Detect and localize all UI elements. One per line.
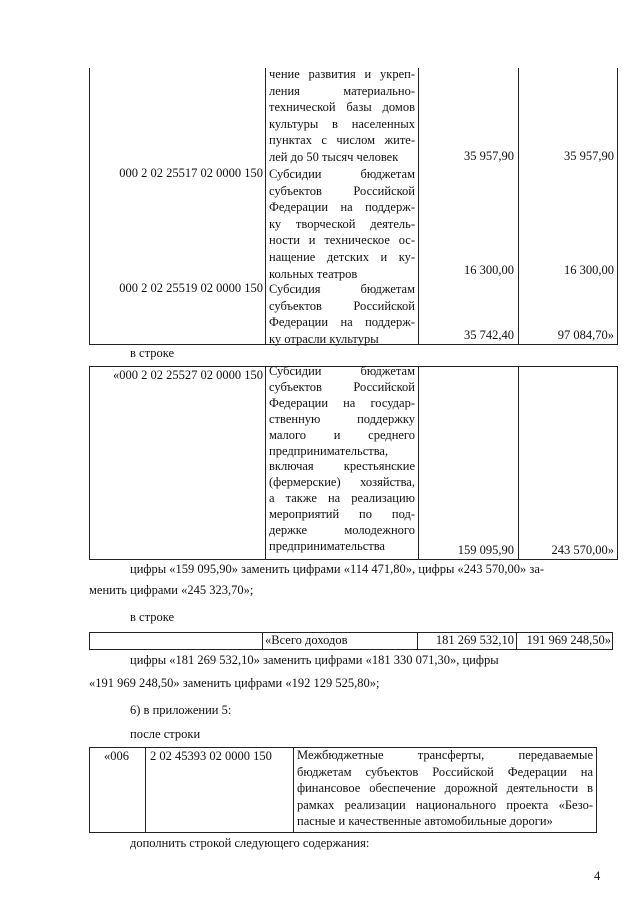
table-border xyxy=(516,632,517,650)
table-cell-value: 35 742,40 xyxy=(464,328,514,342)
table-border xyxy=(89,632,90,650)
description-line: (фермерские) хозяйства, xyxy=(269,475,415,490)
table-cell-value: 16 300,00 xyxy=(464,263,514,277)
description-line: мероприятий по под- xyxy=(269,507,415,522)
description-line: Субсидии бюджетам xyxy=(269,364,415,378)
description-line: Федерации на поддерж- xyxy=(269,200,415,215)
paragraph: цифры «159 095,90» заменить цифрами «114 471,80», цифры «243 570,00» за- xyxy=(130,562,545,576)
table-border xyxy=(145,747,146,833)
table-border xyxy=(89,649,613,650)
description-line: ления материально- xyxy=(269,83,415,98)
table-border xyxy=(262,632,263,650)
description-line: пунктах с числом жите- xyxy=(269,133,415,148)
description-line: а также на реализацию xyxy=(269,491,415,506)
table-row-description xyxy=(269,166,415,282)
table-border xyxy=(617,366,618,560)
table-border xyxy=(89,832,597,833)
description-line: Федерации на поддерж- xyxy=(269,315,415,330)
table-border xyxy=(518,68,519,345)
description-line: субъектов Российской xyxy=(269,183,415,198)
table-cell-code: 000 2 02 25519 02 0000 150 xyxy=(119,281,263,295)
description-line: бюджетам субъектов Российской Федерации на xyxy=(297,764,593,779)
table-border xyxy=(89,68,90,345)
description-line: предпринимательства xyxy=(269,538,385,553)
paragraph: после строки xyxy=(130,727,201,741)
description-line: культуры в населенных xyxy=(269,116,415,131)
table-cell-value: 35 957,90 xyxy=(464,149,514,163)
description-line: рамках реализации национального проекта «Безо- xyxy=(297,797,593,812)
table-border xyxy=(265,366,266,560)
description-line: чение развития и укреп- xyxy=(269,67,415,81)
table-border xyxy=(89,747,90,833)
description-line: пасные и качественные автомобильные дороги» xyxy=(297,814,553,829)
table-row-description xyxy=(269,364,415,555)
table-border xyxy=(417,632,418,650)
table-cell-code: 000 2 02 25517 02 0000 150 xyxy=(119,166,263,180)
table-cell-code: «006 xyxy=(104,749,129,763)
table-cell-value: 243 570,00» xyxy=(551,543,614,557)
page-number: 4 xyxy=(594,869,601,883)
table-cell-value: 97 084,70» xyxy=(557,328,614,342)
paragraph: цифры «181 269 532,10» заменить цифрами «181 330 071,30», цифры xyxy=(130,653,499,667)
table-cell-value: 35 957,90 xyxy=(564,149,614,163)
description-line: малого и среднего xyxy=(269,427,415,442)
paragraph: «191 969 248,50» заменить цифрами «192 129 525,80»; xyxy=(89,676,380,690)
table-row-description xyxy=(269,66,415,166)
paragraph: дополнить строкой следующего содержания: xyxy=(130,836,370,850)
table-cell-code: «000 2 02 25527 02 0000 150 xyxy=(113,368,263,382)
description-line: финансовое обеспечение дорожной деятельности в xyxy=(297,781,593,796)
description-line: Субсидия бюджетам xyxy=(269,282,415,296)
description-line: ственную поддержку xyxy=(269,411,415,426)
table-border xyxy=(418,366,419,560)
description-line: включая крестьянские xyxy=(269,459,415,474)
table-border xyxy=(265,68,266,345)
table-cell-code: 2 02 45393 02 0000 150 xyxy=(150,749,272,763)
paragraph: в строке xyxy=(130,346,175,360)
table-border xyxy=(596,747,597,833)
description-line: держке молодежного xyxy=(269,523,415,538)
table-row-description xyxy=(269,281,415,347)
table-row-description xyxy=(297,747,593,830)
table-border xyxy=(418,68,419,345)
description-line: Федерации на государ- xyxy=(269,395,415,410)
paragraph: 6) в приложении 5: xyxy=(130,703,232,717)
description-line: предпринимательства, xyxy=(269,443,389,458)
description-line: лей до 50 тысяч человек xyxy=(269,149,399,164)
table-cell-value: 181 269 532,10 xyxy=(435,633,514,647)
description-line: Межбюджетные трансферты, передаваемые xyxy=(297,748,593,762)
table-border xyxy=(518,366,519,560)
table-border xyxy=(89,366,90,560)
description-line: субъектов Российской xyxy=(269,379,415,394)
description-line: ку отрасли культуры xyxy=(269,331,379,346)
table-cell-value: 16 300,00 xyxy=(564,263,614,277)
description-line: Субсидии бюджетам xyxy=(269,167,415,181)
description-line: ности и техническое ос- xyxy=(269,233,415,248)
table-border xyxy=(612,632,613,650)
description-line: ку творческой деятель- xyxy=(269,216,415,231)
description-line: технической базы домов xyxy=(269,100,415,115)
table-border xyxy=(89,559,618,560)
table-cell-value: 191 969 248,50» xyxy=(526,633,611,647)
description-line: нащение детских и ку- xyxy=(269,249,415,264)
table-border xyxy=(293,747,294,833)
table-border xyxy=(617,68,618,345)
table-cell-value: 159 095,90 xyxy=(457,543,514,557)
description-line: субъектов Российской xyxy=(269,298,415,313)
paragraph: в строке xyxy=(130,610,175,624)
description-line: кольных театров xyxy=(269,266,358,281)
paragraph: менить цифрами «245 323,70»; xyxy=(89,583,254,597)
table-cell-label: «Всего доходов xyxy=(265,633,348,647)
